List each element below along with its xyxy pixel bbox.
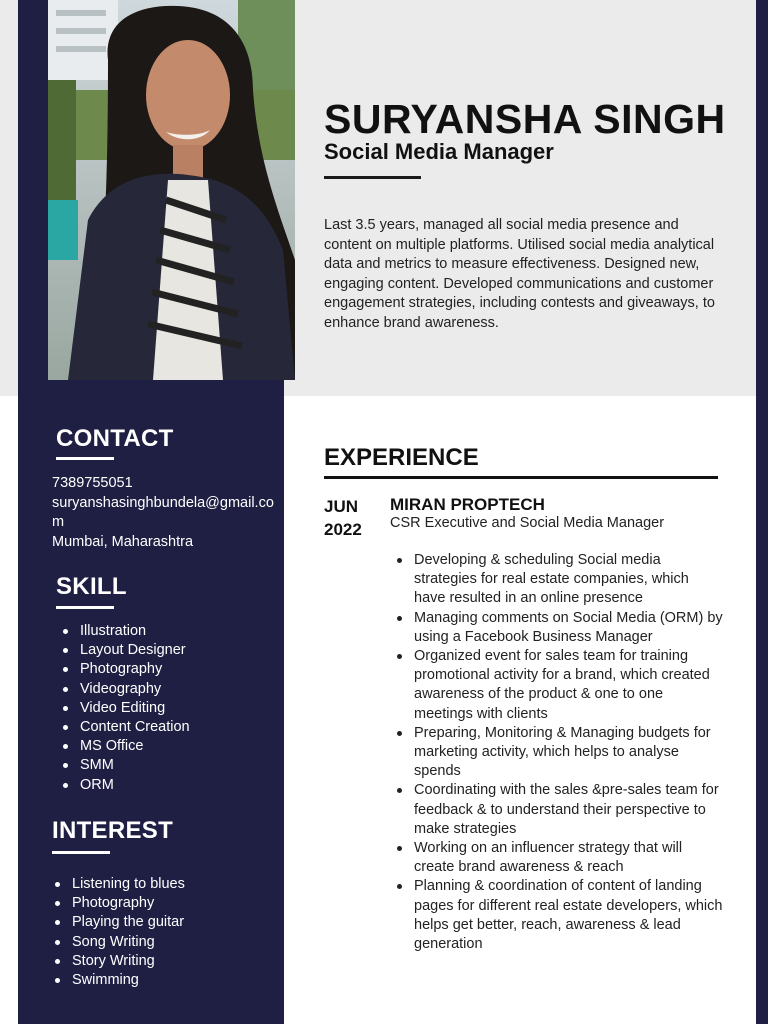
- skills-heading: SKILL: [56, 573, 127, 600]
- role-underline: [324, 176, 421, 179]
- interest-item: Song Writing: [72, 933, 185, 952]
- skills-heading-rule: [56, 606, 114, 609]
- interest-item: Photography: [72, 894, 185, 913]
- responsibility-item: Developing & scheduling Social media strategies for real estate companies, which have resulted in an online presence: [414, 551, 724, 609]
- profile-summary: Last 3.5 years, managed all social media presence and content on multiple platforms. Utilised social media analytical data and metrics to measure effectiveness. Designed new, engaging content. Developed communications and customer engagement strategies, including contests and giveaways, to enhance brand awareness.: [324, 217, 715, 331]
- skill-item: Video Editing: [80, 699, 190, 718]
- skill-item: Photography: [80, 660, 190, 679]
- responsibility-item: Working on an influencer strategy that will create brand awareness & reach: [414, 839, 724, 877]
- contact-heading-rule: [56, 457, 114, 460]
- contact-phone: 7389755051: [52, 475, 133, 491]
- job-title: CSR Executive and Social Media Manager: [390, 515, 665, 531]
- page-edge-strip: [756, 0, 768, 1024]
- responsibility-item: Managing comments on Social Media (ORM) by using a Facebook Business Manager: [414, 609, 724, 647]
- interest-item: Listening to blues: [72, 875, 185, 894]
- skill-item: Illustration: [80, 622, 190, 641]
- responsibility-item: Organized event for sales team for training promotional activity for a brand, which created awareness of the product & one to one meetings with clients: [414, 647, 724, 724]
- contact-details: [52, 474, 274, 552]
- interests-list: [72, 875, 185, 990]
- responsibility-item: Preparing, Monitoring & Managing budgets for marketing activity, which helps to analyse spends: [414, 724, 724, 782]
- experience-heading-rule: [324, 476, 718, 479]
- responsibility-item: Planning & coordination of content of landing pages for different real estate developers, which helps get better, reach, awareness & lead generation: [414, 877, 724, 954]
- interest-item: Story Writing: [72, 952, 185, 971]
- interests-heading-rule: [52, 851, 110, 854]
- job-company: MIRAN PROPTECH: [390, 495, 545, 514]
- skill-item: Content Creation: [80, 718, 190, 737]
- job-responsibilities: [414, 551, 724, 954]
- skill-item: ORM: [80, 776, 190, 795]
- skill-item: Videography: [80, 680, 190, 699]
- interest-item: Playing the guitar: [72, 913, 185, 932]
- portrait-illustration: [48, 0, 295, 380]
- responsibility-item: Coordinating with the sales &pre-sales team for feedback & to understand their perspective to make strategies: [414, 781, 724, 839]
- header-side-strip: [18, 0, 48, 396]
- experience-heading: EXPERIENCE: [324, 444, 479, 471]
- candidate-role: Social Media Manager: [324, 139, 554, 164]
- contact-email: suryanshasinghbundela@gmail.com: [52, 494, 274, 530]
- skill-item: MS Office: [80, 737, 190, 756]
- skill-item: Layout Designer: [80, 641, 190, 660]
- interests-heading: INTEREST: [52, 817, 174, 844]
- contact-heading: CONTACT: [56, 425, 174, 452]
- candidate-name: SURYANSHA SINGH: [324, 96, 726, 142]
- profile-photo: [48, 0, 295, 380]
- interest-item: Swimming: [72, 971, 185, 990]
- job-date: JUN 2022: [324, 497, 362, 539]
- contact-location: Mumbai, Maharashtra: [52, 533, 194, 550]
- skills-list: [80, 622, 190, 795]
- skill-item: SMM: [80, 756, 190, 775]
